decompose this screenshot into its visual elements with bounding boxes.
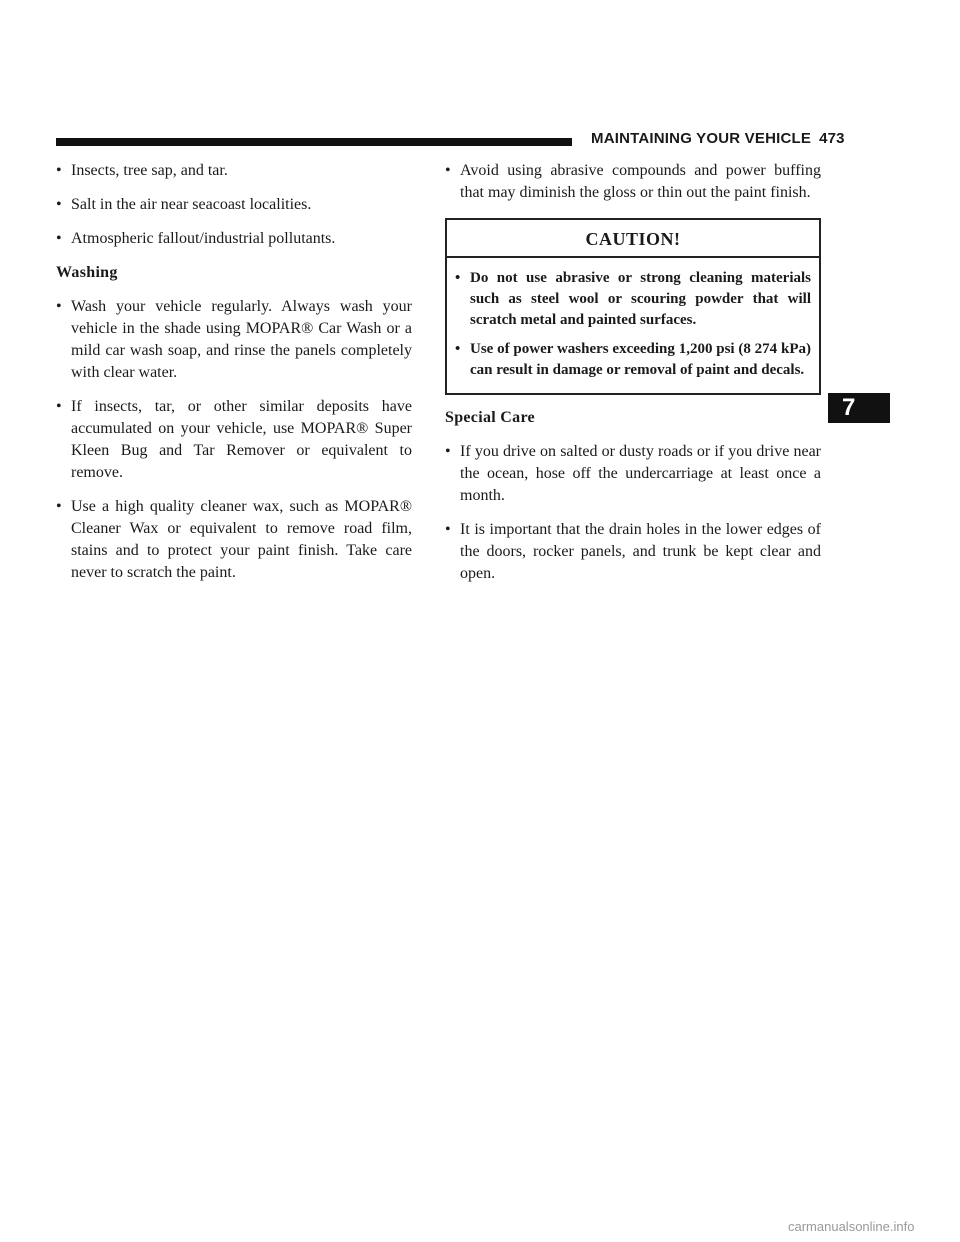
bullet-icon: • xyxy=(445,521,451,538)
bullet-icon: • xyxy=(56,498,62,515)
chapter-tab: 7 xyxy=(828,393,890,423)
bullet-icon: • xyxy=(56,398,62,415)
list-item: • Salt in the air near seacoast localities. xyxy=(56,194,412,216)
list-item: • Insects, tree sap, and tar. xyxy=(56,160,412,182)
washing-heading: Washing xyxy=(56,264,118,281)
right-column xyxy=(445,160,821,597)
list-item: • Avoid using abrasive compounds and power buffing that may diminish the gloss or thin out the paint finish. xyxy=(445,162,821,201)
page-number: 473 xyxy=(819,130,845,147)
special-care-heading: Special Care xyxy=(445,409,535,426)
list-item: • If you drive on salted or dusty roads or if you drive near the ocean, hose off the undercarriage at least once a month. xyxy=(445,443,821,504)
caution-body xyxy=(447,258,819,381)
caution-box xyxy=(445,218,821,395)
running-header xyxy=(591,130,845,147)
bullet-icon: • xyxy=(56,298,62,315)
caution-title: CAUTION! xyxy=(447,220,819,258)
bullet-icon: • xyxy=(455,341,461,357)
caution-item: • Do not use abrasive or strong cleaning materials such as steel wool or scouring powder that will scratch metal and painted surfaces. xyxy=(455,270,811,328)
left-column xyxy=(56,160,412,596)
list-item: • If insects, tar, or other similar deposits have accumulated on your vehicle, use MOPAR® Super Kleen Bug and Tar Remover or equivalent to remove. xyxy=(56,398,412,481)
section-title: MAINTAINING YOUR VEHICLE xyxy=(591,130,812,147)
list-item: • Wash your vehicle regularly. Always wash your vehicle in the shade using MOPAR® Car Wash or a mild car wash soap, and rinse the panels completely with clear water. xyxy=(56,298,412,381)
watermark: carmanualsonline.info xyxy=(788,1219,915,1234)
list-item: • Use a high quality cleaner wax, such as MOPAR® Cleaner Wax or equivalent to remove road film, stains and to protect your paint finish. Take care never to scratch the paint. xyxy=(56,498,412,581)
bullet-icon: • xyxy=(445,443,451,460)
list-item: • It is important that the drain holes in the lower edges of the doors, rocker panels, and trunk be kept clear and open. xyxy=(445,521,821,582)
caution-item: • Use of power washers exceeding 1,200 psi (8 274 kPa) can result in damage or removal of paint and decals. xyxy=(455,341,811,378)
bullet-icon: • xyxy=(455,270,461,286)
bullet-icon: • xyxy=(445,162,451,179)
bullet-icon: • xyxy=(56,162,62,179)
header-rule xyxy=(56,138,572,146)
bullet-icon: • xyxy=(56,230,62,247)
bullet-icon: • xyxy=(56,196,62,213)
list-item: • Atmospheric fallout/industrial pollutants. xyxy=(56,228,412,250)
